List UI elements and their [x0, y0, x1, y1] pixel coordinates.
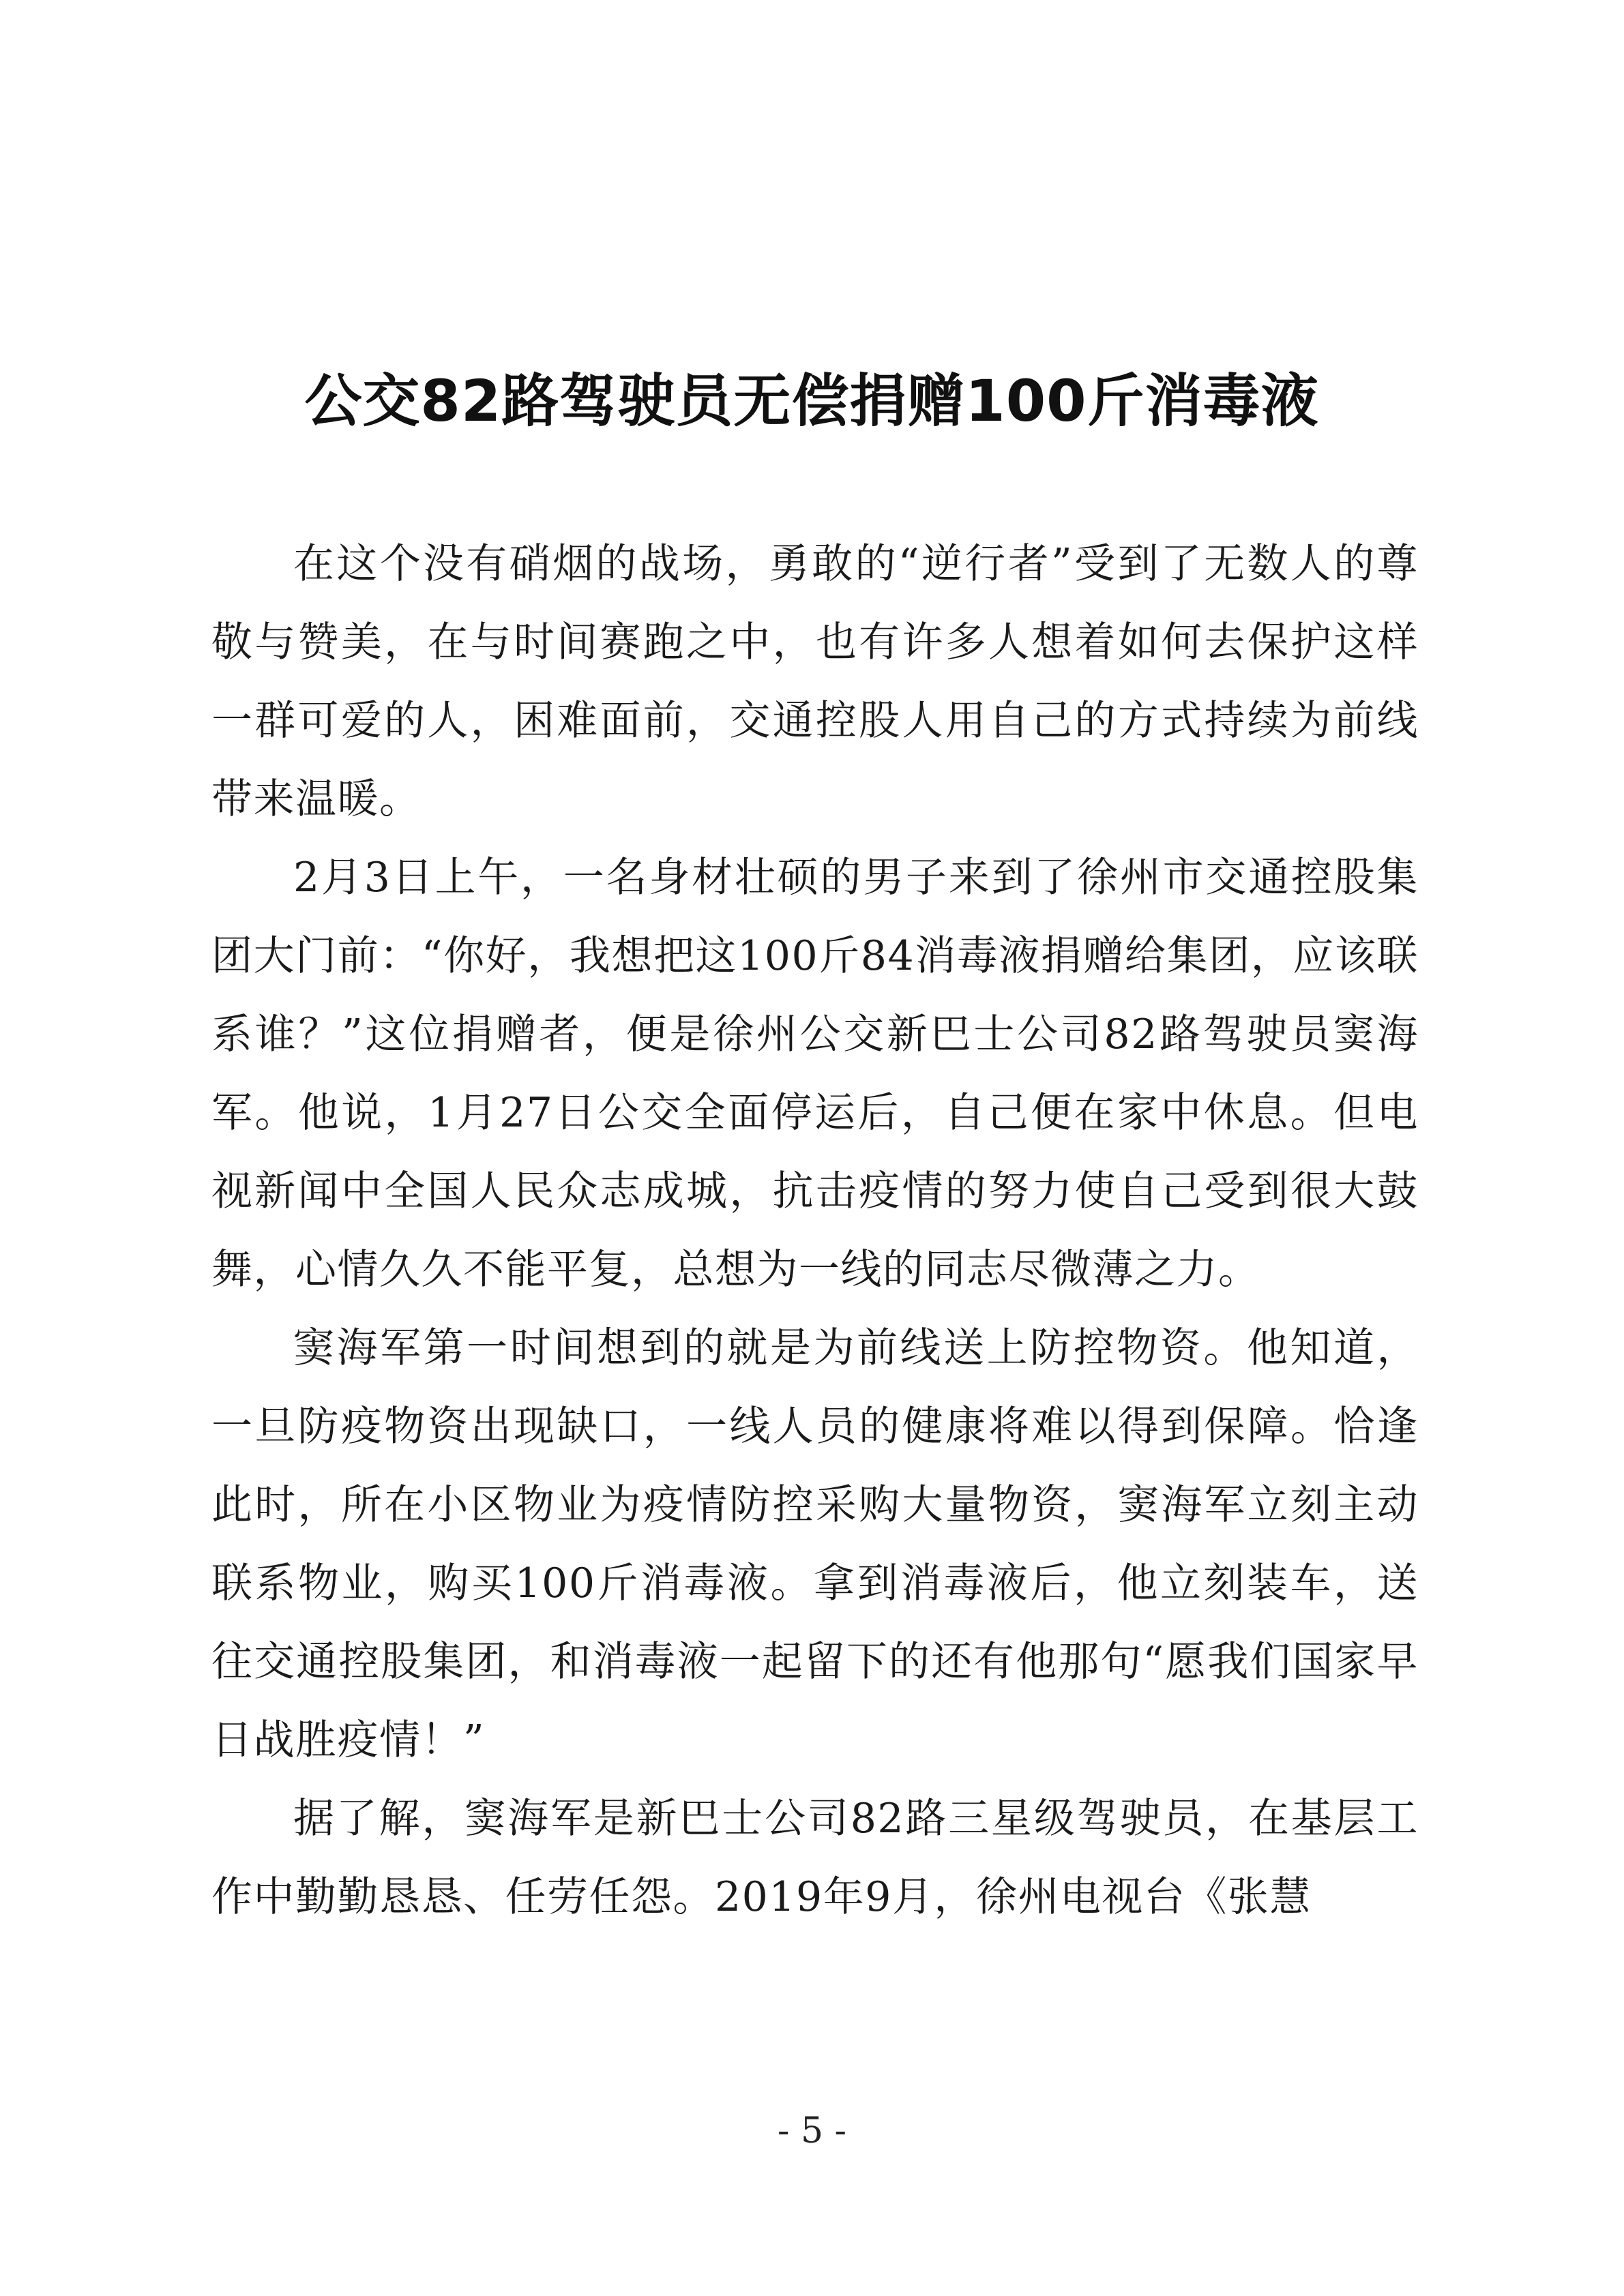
page-number: - 5 - — [777, 2111, 847, 2151]
paragraph-2: 2月3日上午，一名身材壮硕的男子来到了徐州市交通控股集团大门前：“你好，我想把这100斤84消毒液捐赠给集团，应该联系谁？”这位捐赠者，便是徐州公交新巴士公司82路驾驶员窦海军。他说，1月27日公交全面停运后，自己便在家中休息。但电视新闻中全国人民众志成城，抗击疫情的努力使自己受到很大鼓舞，心情久久不能平复，总想为一线的同志尽微薄之力。 — [211, 854, 1419, 1294]
page-title: 公交82路驾驶员无偿捐赠100斤消毒液 — [304, 368, 1319, 434]
paragraph-4: 据了解，窦海军是新巴士公司82路三星级驾驶员，在基层工作中勤勤恳恳、任劳任怨。2019年9月，徐州电视台《张慧 — [211, 1795, 1419, 1921]
paragraph-1: 在这个没有硝烟的战场，勇敢的“逆行者”受到了无数人的尊敬与赞美，在与时间赛跑之中，也有许多人想着如何去保护这样一群可爱的人，困难面前，交通控股人用自己的方式持续为前线带来温暖。 — [211, 540, 1419, 823]
paragraph-3: 窦海军第一时间想到的就是为前线送上防控物资。他知道，一旦防疫物资出现缺口，一线人员的健康将难以得到保障。恰逢此时，所在小区物业为疫情防控采购大量物资，窦海军立刻主动联系物业，购买100斤消毒液。拿到消毒液后，他立刻装车，送往交通控股集团，和消毒液一起留下的还有他那句“愿我们国家早日战胜疫情！” — [211, 1324, 1419, 1764]
article-body — [211, 525, 1419, 1937]
